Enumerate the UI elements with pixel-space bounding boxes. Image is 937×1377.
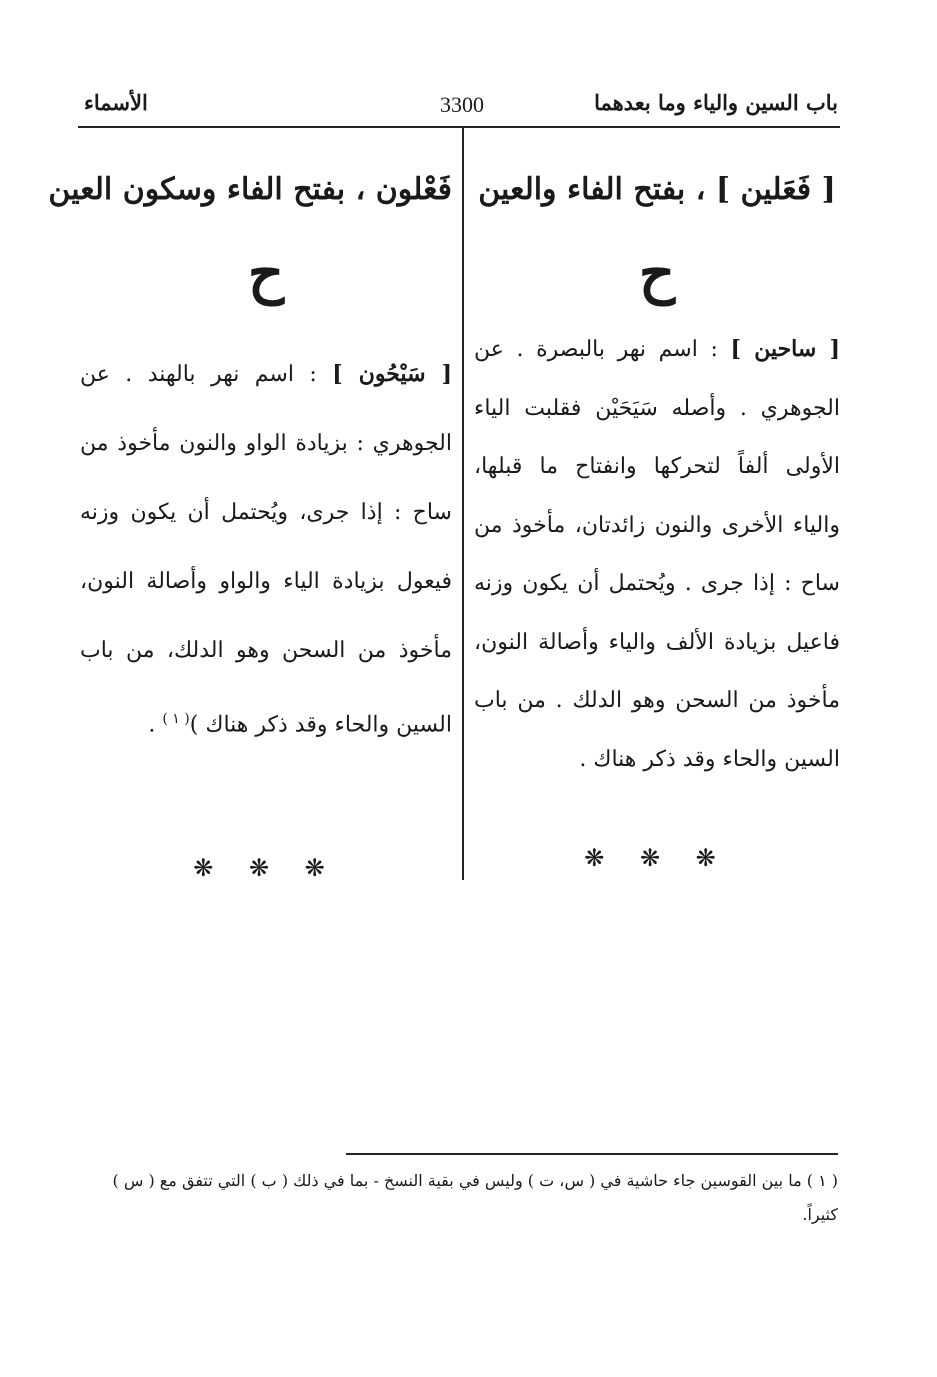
running-header (78, 84, 838, 124)
definition: : اسم نهر بالهند . عن الجوهري : بزيادة الواو والنون مأخوذ من ساح : إذا جرى، ويُحتمل أن يكون وزنه فيعول بزيادة الياء والواو وأصالة النون، مأخوذ من السحن وهو الدلك، من باب السين والحاء وقد ذكر هناك ) (80, 362, 452, 738)
section-separator: ❋ ❋ ❋ (193, 854, 339, 882)
definition: : اسم نهر بالبصرة . عن الجوهري . وأصله سَيَحَيْن فقلبت الياء الأولى ألفاً لتحركها وانفتاح ما قبلها، والياء الأخرى والنون زائدتان، مأخوذ من ساح : إذا جرى . ويُحتمل أن يكون وزنه فاعيل بزيادة الألف والياء وأصالة النون، مأخوذ من السحن وهو الدلك . من باب السين والحاء وقد ذكر هناك . (474, 337, 840, 772)
footnote-rule (346, 1153, 838, 1155)
entry-text (474, 320, 840, 789)
page-number: 3300 (440, 92, 484, 117)
headword: [ ساحين ] (730, 336, 841, 362)
definition-end: . (148, 712, 163, 738)
entry-pattern-title: [ فَعَلين ] ، بفتح الفاء والعين (478, 172, 836, 207)
entry-text (80, 340, 452, 759)
chapter-title: باب السين والياء وما بعدهما (594, 90, 838, 115)
section-separator: ❋ ❋ ❋ (584, 844, 730, 872)
entry-letter: ح (247, 240, 285, 306)
headword: [ سَيْحُون ] (332, 361, 452, 387)
entry-pattern-title: فَعْلون ، بفتح الفاء وسكون العين (48, 172, 452, 207)
header-rule (78, 126, 840, 128)
section-title: الأسماء (84, 90, 148, 115)
footnote: ( ١ ) ما بين القوسين جاء حاشية في ( س، ت ) وليس في بقية النسخ - بما في ذلك ( ب ) التي تتفق مع ( س ) كثيراً. (112, 1171, 838, 1224)
entry-letter: ح (638, 240, 676, 306)
column-divider (462, 128, 464, 880)
footnote-reference: ( ١ ) (162, 711, 190, 727)
